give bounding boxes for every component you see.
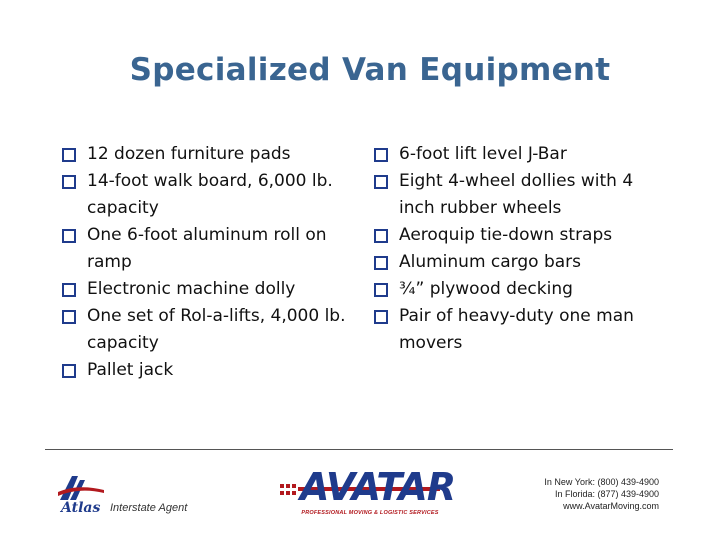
checkbox-bullet-icon <box>62 229 76 243</box>
atlas-wordmark: Atlas <box>61 500 101 516</box>
checkbox-bullet-icon <box>374 283 388 297</box>
avatar-wordmark: AVATAR <box>300 465 456 509</box>
list-item-text: Pair of heavy-duty one man movers <box>399 306 634 353</box>
list-item <box>374 303 674 357</box>
list-item-text: One 6-foot aluminum roll on ramp <box>87 225 327 272</box>
list-item-text: Aeroquip tie-down straps <box>399 225 613 245</box>
list-item-text: 6-foot lift level J-Bar <box>399 144 567 164</box>
list-item-text: One set of Rol-a-lifts, 4,000 lb. capacity <box>87 306 346 353</box>
checkbox-bullet-icon <box>62 310 76 324</box>
checkbox-bullet-icon <box>374 229 388 243</box>
list-item-text: Pallet jack <box>87 360 174 380</box>
list-item <box>62 303 362 357</box>
list-item <box>374 276 674 303</box>
list-item <box>374 141 674 168</box>
list-item-text: 14-foot walk board, 6,000 lb. capacity <box>87 171 333 218</box>
contact-new-york: In New York: (800) 439-4900 <box>544 477 659 487</box>
checkbox-bullet-icon <box>62 283 76 297</box>
atlas-logo-icon <box>58 474 106 502</box>
checkbox-bullet-icon <box>62 148 76 162</box>
list-item <box>374 249 674 276</box>
contact-info <box>544 476 659 512</box>
list-item-text: Aluminum cargo bars <box>399 252 582 272</box>
contact-website[interactable]: www.AvatarMoving.com <box>563 501 659 511</box>
atlas-subtitle: Interstate Agent <box>110 502 188 514</box>
list-item <box>62 276 362 303</box>
slide-title: Specialized Van Equipment <box>129 52 611 88</box>
contact-florida: In Florida: (877) 439-4900 <box>554 489 659 499</box>
checkbox-bullet-icon <box>62 364 76 378</box>
list-item <box>62 141 362 168</box>
list-item-text: Electronic machine dolly <box>87 279 296 299</box>
list-item <box>62 222 362 276</box>
equipment-list-right <box>374 141 674 357</box>
list-item-text: Eight 4-wheel dollies with 4 inch rubber wheels <box>399 171 634 218</box>
list-item-text: 12 dozen furniture pads <box>87 144 291 164</box>
checkbox-bullet-icon <box>374 175 388 189</box>
checkbox-bullet-icon <box>374 148 388 162</box>
checkbox-bullet-icon <box>62 175 76 189</box>
avatar-tagline: PROFESSIONAL MOVING & LOGISTIC SERVICES <box>301 510 439 516</box>
list-item <box>374 222 674 249</box>
list-item-text: ¾” plywood decking <box>399 279 573 299</box>
list-item <box>374 168 674 222</box>
list-item <box>62 357 362 384</box>
footer-divider <box>45 449 673 450</box>
checkbox-bullet-icon <box>374 310 388 324</box>
list-item <box>62 168 362 222</box>
checkbox-bullet-icon <box>374 256 388 270</box>
equipment-list-left <box>62 141 362 384</box>
